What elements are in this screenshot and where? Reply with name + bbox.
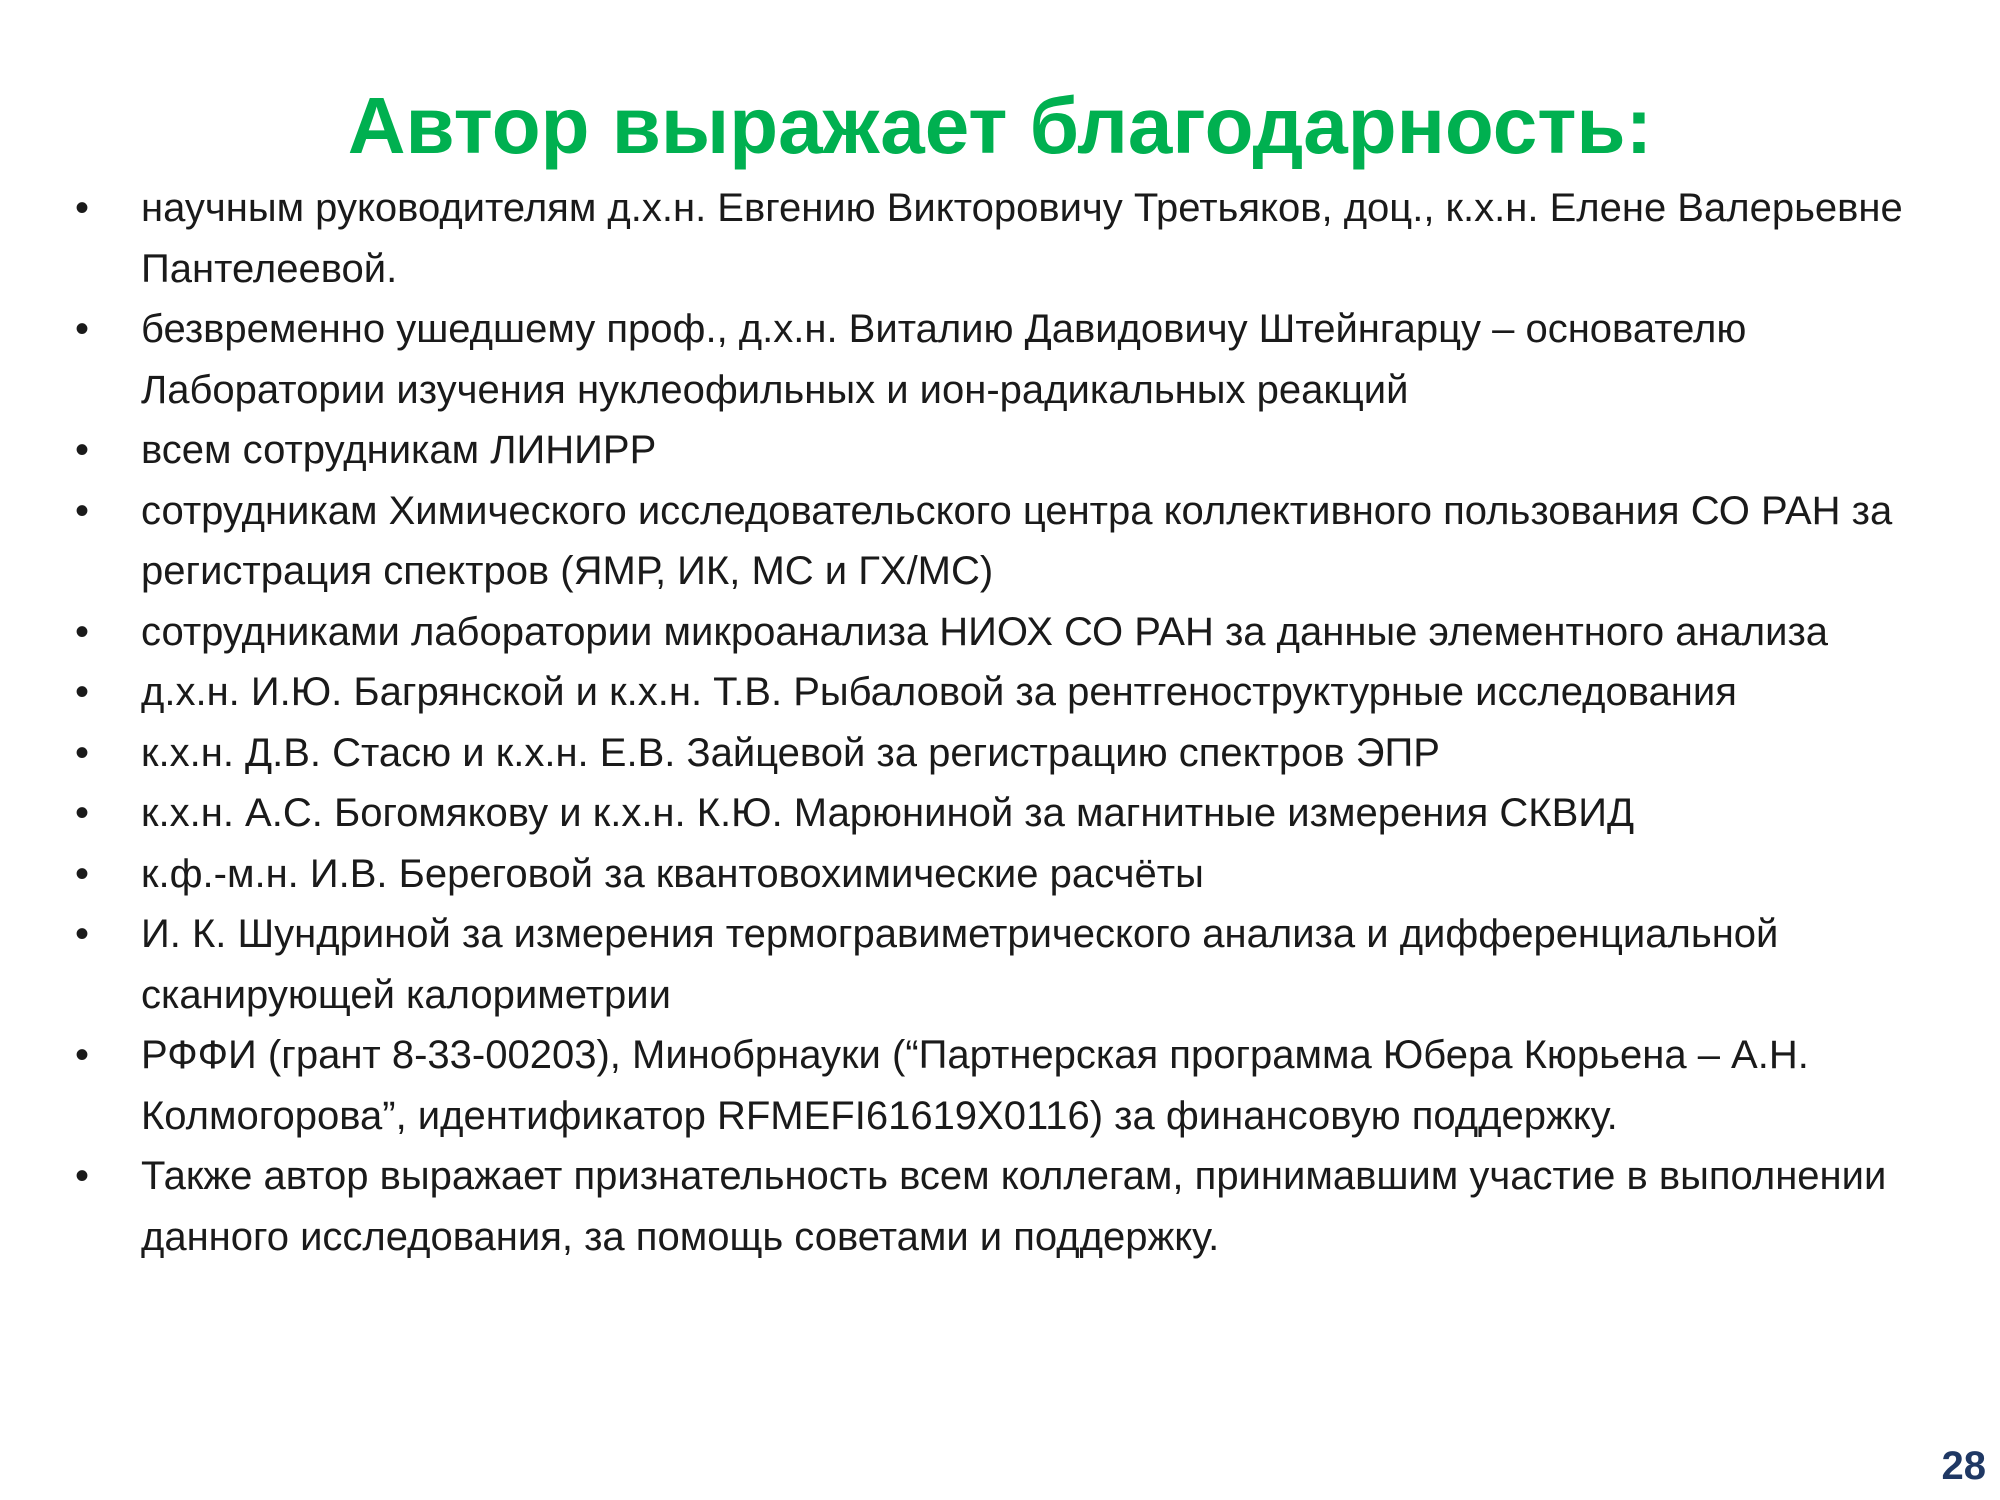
list-item — [75, 1146, 1915, 1267]
list-item-text: к.х.н. А.С. Богомякову и к.х.н. К.Ю. Марюниной за магнитные измерения СКВИД — [141, 791, 1635, 835]
list-item-text: сотрудниками лаборатории микроанализа НИОХ СО РАН за данные элементного анализа — [141, 609, 1829, 654]
bullet-icon: • — [75, 609, 90, 654]
list-item-text: РФФИ (грант 8-33-00203), Минобрнауки (“Партнерская программа Юбера Кюрьена – А.Н. Колмогорова”, идентификатор RFMEFI61619X0116) за финансовую поддержку. — [141, 1033, 1809, 1138]
bullet-icon: • — [75, 670, 90, 714]
list-item-text: И. К. Шундриной за измерения термогравиметрического анализа и дифференциальной сканирующей калориметрии — [141, 912, 1779, 1017]
list-item-text: научным руководителям д.х.н. Евгению Викторовичу Третьяков, доц., к.х.н. Елене Валерьевне Пантелеевой. — [141, 186, 1903, 291]
list-item — [75, 904, 1915, 1025]
list-item — [75, 481, 1915, 602]
page-number: 28 — [1941, 1444, 1986, 1488]
bullet-icon: • — [75, 186, 90, 230]
list-item-text: Также автор выражает признательность всем коллегам, принимавшим участие в выполнении данного исследования, за помощь советами и поддержку. — [141, 1154, 1887, 1259]
list-item — [75, 723, 1915, 784]
list-item-text: безвременно ушедшему проф., д.х.н. Виталию Давидовичу Штейнгарцу – основателю Лаборатории изучения нуклеофильных и ион-радикальных реакций — [141, 307, 1747, 412]
list-item — [75, 178, 1915, 299]
list-item-text: д.х.н. И.Ю. Багрянской и к.х.н. Т.В. Рыбаловой за рентгеноструктурные исследования — [141, 670, 1737, 714]
list-item-text: к.ф.-м.н. И.В. Береговой за квантовохимические расчёты — [141, 851, 1204, 896]
list-item — [75, 844, 1915, 905]
bullet-icon: • — [75, 912, 90, 956]
bullet-icon: • — [75, 851, 90, 896]
acknowledgements-list — [75, 178, 1915, 1267]
bullet-icon: • — [75, 488, 90, 533]
bullet-icon: • — [75, 730, 90, 775]
bullet-icon: • — [75, 1033, 90, 1077]
slide-title: Автор выражает благодарность: — [347, 81, 1653, 170]
list-item-text: к.х.н. Д.В. Стасю и к.х.н. Е.В. Зайцевой за регистрацию спектров ЭПР — [141, 730, 1440, 775]
bullet-icon: • — [75, 307, 90, 351]
bullet-icon: • — [75, 791, 90, 835]
list-item — [75, 420, 1915, 481]
list-item — [75, 1025, 1915, 1146]
list-item — [75, 602, 1915, 663]
bullet-icon: • — [75, 1154, 90, 1198]
list-item — [75, 783, 1915, 844]
list-item-text: сотрудникам Химического исследовательского центра коллективного пользования СО РАН за регистрация спектров (ЯМР, ИК, МС и ГХ/МС) — [141, 488, 1893, 593]
list-item — [75, 299, 1915, 420]
list-item-text: всем сотрудникам ЛИНИРР — [141, 428, 657, 472]
list-item — [75, 662, 1915, 723]
bullet-icon: • — [75, 428, 90, 472]
